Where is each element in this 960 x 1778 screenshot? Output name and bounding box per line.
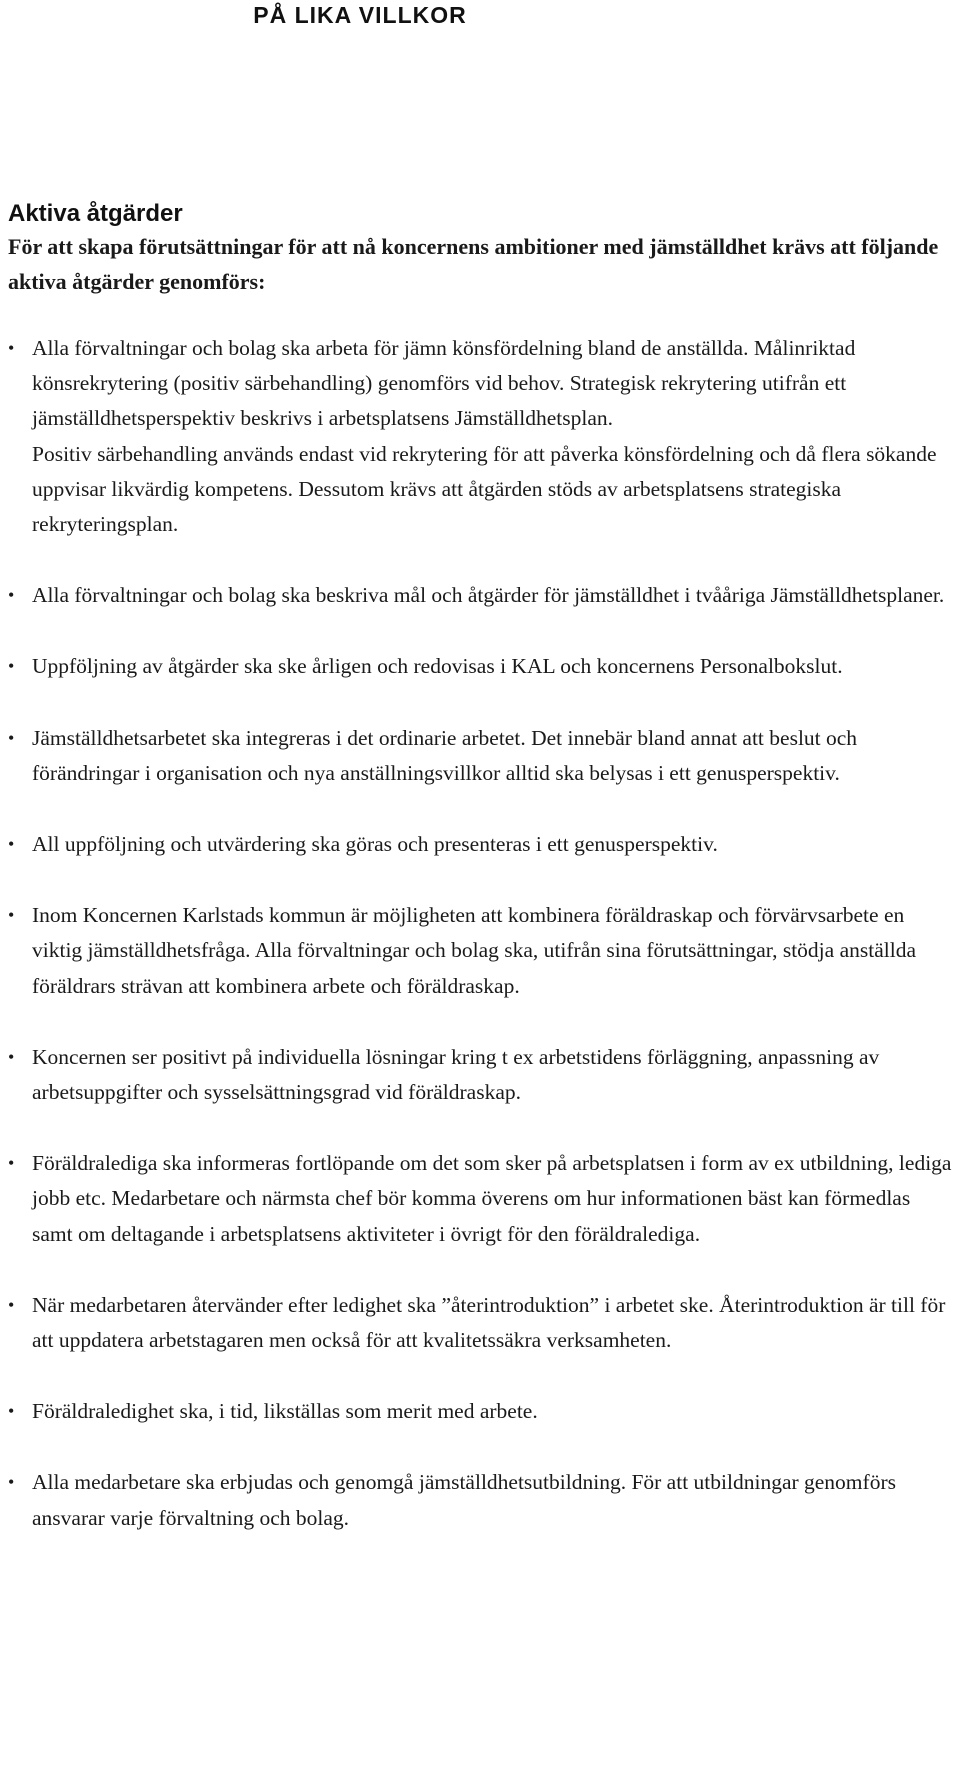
list-item (8, 1040, 953, 1110)
bullet-icon: • (8, 1472, 15, 1493)
list-item (8, 898, 953, 1004)
bullet-icon: • (8, 1046, 15, 1067)
list-item-text: Uppföljning av åtgärder ska ske årligen och redovisas i KAL och koncernens Personalbokslut. (32, 654, 843, 679)
list-item (8, 1288, 953, 1358)
list-item-text: Inom Koncernen Karlstads kommun är möjligheten att kombinera föräldraskap och förvärvsarbete en viktig jämställdhetsfråga. Alla förvaltningar och bolag ska, utifrån sina förutsättningar, stödja anställda föräldrars strävan att kombinera arbete och föräldraskap. (32, 903, 916, 998)
bullet-icon: • (8, 1153, 15, 1174)
bullet-icon: • (8, 656, 15, 677)
section-heading: Aktiva åtgärder (8, 200, 183, 227)
list-item-text: Koncernen ser positivt på individuella lösningar kring t ex arbetstidens förläggning, anpassning av arbetsuppgifter och sysselsättningsgrad vid föräldraskap. (32, 1044, 880, 1105)
action-list (8, 331, 953, 1536)
section-intro: För att skapa förutsättningar för att nå koncernens ambitioner med jämställdhet krävs att följande aktiva åtgärder genomförs: (8, 234, 939, 294)
bullet-icon: • (8, 338, 15, 358)
list-item (8, 578, 953, 613)
list-item-text: När medarbetaren återvänder efter ledighet ska ”återintroduktion” i arbetet ske. Återintroduktion är till för att uppdatera arbetstagaren men också för att kvalitetssäkra verksamheten. (32, 1292, 946, 1353)
document-body (8, 198, 953, 1572)
bullet-icon: • (8, 1401, 15, 1422)
bullet-icon: • (8, 727, 15, 748)
list-item-text: Jämställdhetsarbetet ska integreras i det ordinarie arbetet. Det innebär bland annat att beslut och förändringar i organisation och nya anställningsvillkor alltid ska belysas i ett genusperspektiv. (32, 725, 858, 785)
list-item (8, 649, 953, 684)
list-item (8, 721, 953, 791)
list-item-text: Alla förvaltningar och bolag ska arbeta för jämn könsfördelning bland de anställda. Målinriktad könsrekrytering (positiv särbehandling) genomförs vid behov. Strategisk rekrytering utifrån ett jämställdhetsperspektiv beskrivs i arbetsplatsens Jämställdhetsplan. (32, 336, 856, 431)
bullet-icon: • (8, 1294, 15, 1315)
list-item (8, 1465, 953, 1535)
list-item-text: Föräldralediga ska informeras fortlöpande om det som sker på arbetsplatsen i form av ex utbildning, lediga jobb etc. Medarbetare och närmsta chef bör komma överens om hur informationen bäst kan förmedlas samt om deltagande i arbetsplatsens aktiviteter i övrigt för den föräldralediga. (32, 1151, 952, 1246)
page-title: PÅ LIKA VILLKOR (253, 2, 467, 28)
bullet-icon: • (8, 834, 15, 855)
list-item (8, 1146, 953, 1252)
list-item-text: Alla medarbetare ska erbjudas och genomgå jämställdhetsutbildning. För att utbildningar genomförs ansvarar varje förvaltning och bolag. (32, 1470, 896, 1530)
list-item-text: Positiv särbehandling används endast vid rekrytering för att påverka könsfördelning och då flera sökande uppvisar likvärdig kompetens. Dessutom krävs att åtgärden stöds av arbetsplatsens strategiska rekryteringsplan. (32, 441, 937, 537)
list-item-text: Föräldraledighet ska, i tid, likställas som merit med arbete. (32, 1399, 538, 1424)
list-item (8, 331, 953, 542)
list-item (8, 827, 953, 862)
bullet-icon: • (8, 585, 15, 606)
list-item-text: All uppföljning och utvärdering ska göras och presenteras i ett genusperspektiv. (32, 832, 718, 857)
list-item (8, 1394, 953, 1429)
bullet-icon: • (8, 905, 15, 926)
list-item-text: Alla förvaltningar och bolag ska beskriva mål och åtgärder för jämställdhet i tvååriga Jämställdhetsplaner. (32, 583, 945, 608)
